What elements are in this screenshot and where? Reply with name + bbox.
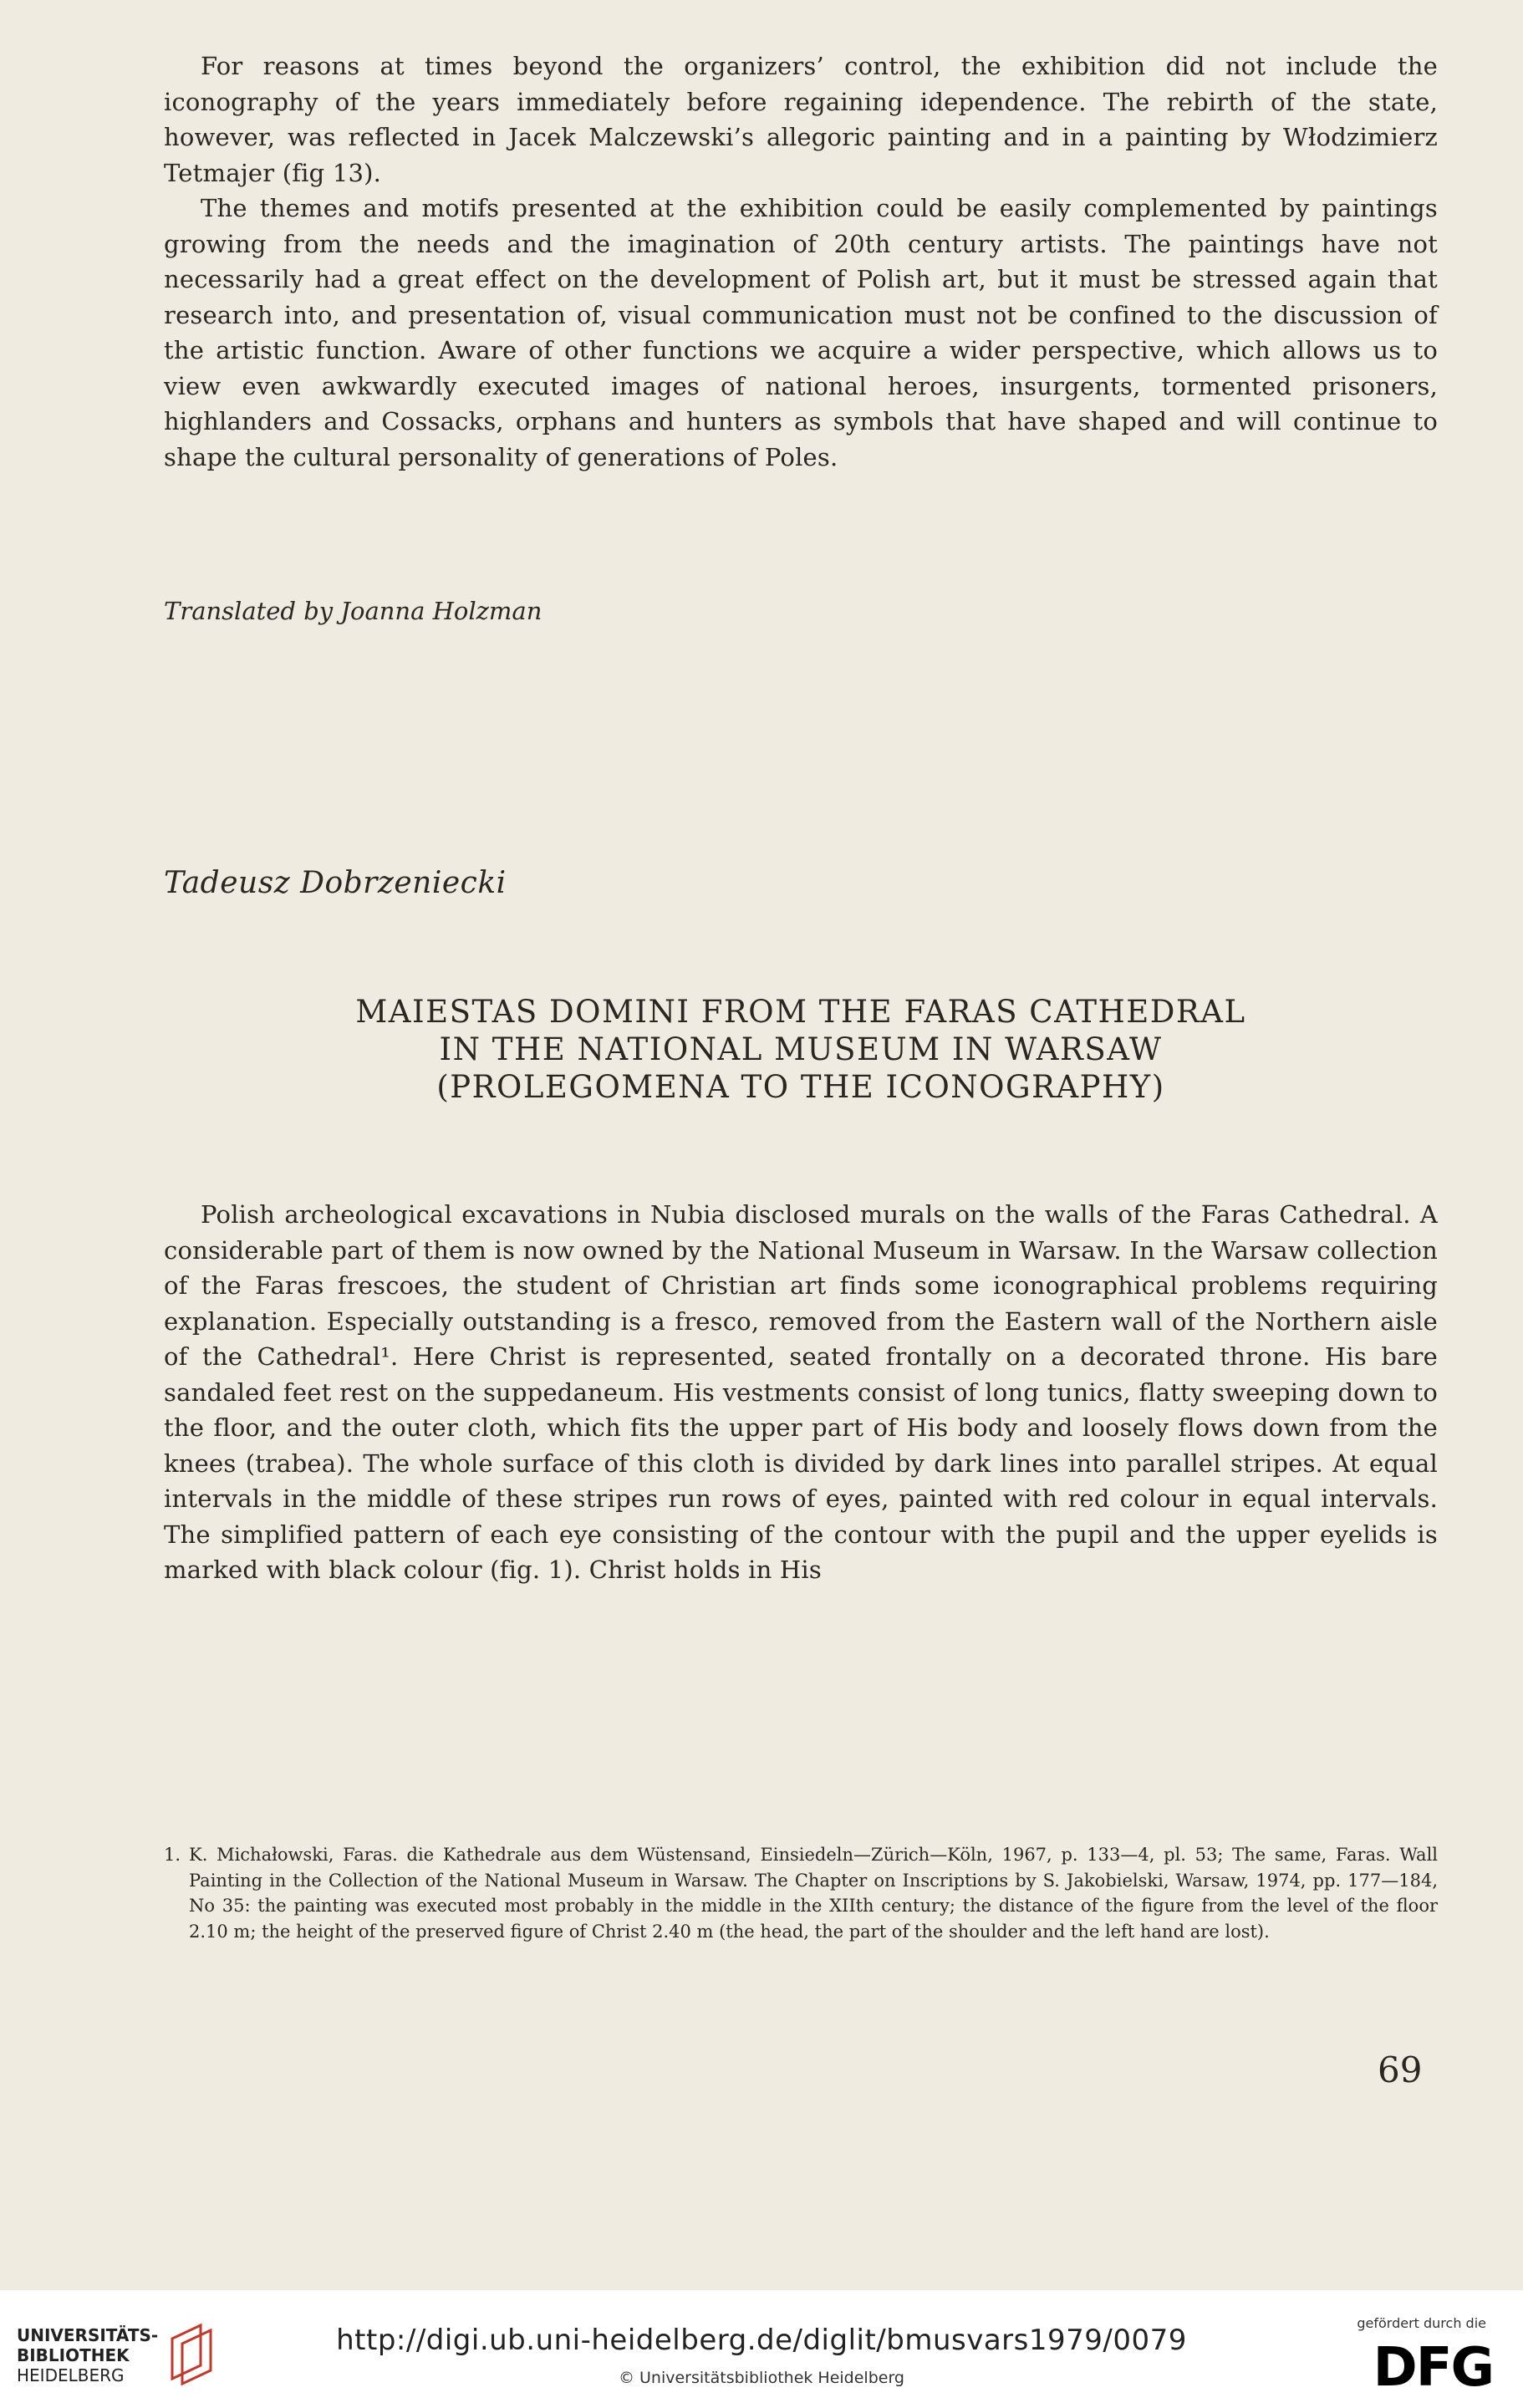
title-line-2: IN THE NATIONAL MUSEUM IN WARSAW — [439, 1031, 1163, 1067]
digitization-footer — [0, 2290, 1523, 2408]
funded-by-label: gefördert durch die — [1357, 2315, 1486, 2331]
author-name: Tadeusz Dobrzeniecki — [164, 866, 507, 900]
title-line-1: MAIESTAS DOMINI FROM THE FARAS CATHEDRAL — [355, 994, 1246, 1030]
library-line-3: HEIDELBERG — [17, 2365, 125, 2385]
library-line-2: BIBLIOTHEK — [17, 2345, 130, 2365]
intro-paragraph-1: For reasons at times beyond the organizers’ control, the exhibition did not include the iconography of the years immediately before regaining idependence. The rebirth of the state, however, was reflected in Jacek Malczewski’s allegoric painting and in a painting by Włodzimierz Tetmajer (fig 13). — [164, 52, 1438, 187]
intro-paragraph-2: The themes and motifs presented at the exhibition could be easily complemented by paintings growing from the needs and the imagination of 20th century artists. The paintings have not necessarily had a great effect on the development of Polish art, but it must be stressed again that research into, and presentation of, visual communication must not be confined to the discussion of the artistic function. Aware of other functions we acquire a wider perspective, which allows us to view even awkwardly executed images of national heroes, insurgents, tormented prisoners, highlanders and Cossacks, orphans and hunters as symbols that have shaped and will continue to shape the cultural personality of generations of Poles. — [164, 194, 1438, 471]
article-paragraph: Polish archeological excavations in Nubia disclosed murals on the walls of the Faras Cathedral. A considerable part of them is now owned by the National Museum in Warsaw. In the Warsaw collection of the Faras frescoes, the student of Christian art finds some iconographical problems requiring explanation. Especially outstanding is a fresco, removed from the Eastern wall of the Northern aisle of the Cathedral¹. Here Christ is represented, seated frontally on a decorated throne. His bare sandaled feet rest on the suppedaneum. His vestments consist of long tunics, flatty sweeping down to the floor, and the outer cloth, which fits the upper part of His body and loosely flows down from the knees (trabea). The whole surface of this cloth is divided by dark lines into parallel stripes. At equal intervals in the middle of these stripes run rows of eyes, painted with red colour in equal intervals. The simplified pattern of each eye consisting of the contour with the pupil and the upper eyelids is marked with black colour (fig. 1). Christ holds in His — [164, 1200, 1438, 1584]
copyright-notice: © Universitätsbibliothek Heidelberg — [618, 2369, 904, 2387]
dfg-logo: DFG — [1373, 2337, 1493, 2399]
page-number: 69 — [1378, 2049, 1423, 2090]
translator-credit: Translated by Joanna Holzman — [164, 597, 542, 625]
article-body — [164, 1197, 1438, 1588]
footnote-number: 1. — [164, 1845, 181, 1865]
footnote-text: K. Michałowski, Faras. die Kathedrale aus dem Wüstensand, Einsiedeln—Zürich—Köln, 1967, p. 133—4, pl. 53; The same, Faras. Wall Painting in the Collection of the National Museum in Warsaw. The Chapter on Inscriptions by S. Jakobielski, Warsaw, 1974, pp. 177—184, No 35: the painting was executed most probably in the middle in the XIIth century; the distance of the figure from the level of the floor 2.10 m; the height of the preserved figure of Christ 2.40 m (the head, the part of the shoulder and the left hand are lost). — [189, 1845, 1438, 1942]
title-line-3: (PROLEGOMENA TO THE ICONOGRAPHY) — [436, 1069, 1165, 1105]
footnote — [164, 1842, 1438, 1944]
intro-text — [164, 48, 1438, 475]
library-line-1: UNIVERSITÄTS- — [17, 2325, 159, 2345]
article-title — [164, 993, 1438, 1106]
permalink-url[interactable]: http://digi.ub.uni-heidelberg.de/diglit/bmusvars1979/0079 — [336, 2324, 1187, 2357]
